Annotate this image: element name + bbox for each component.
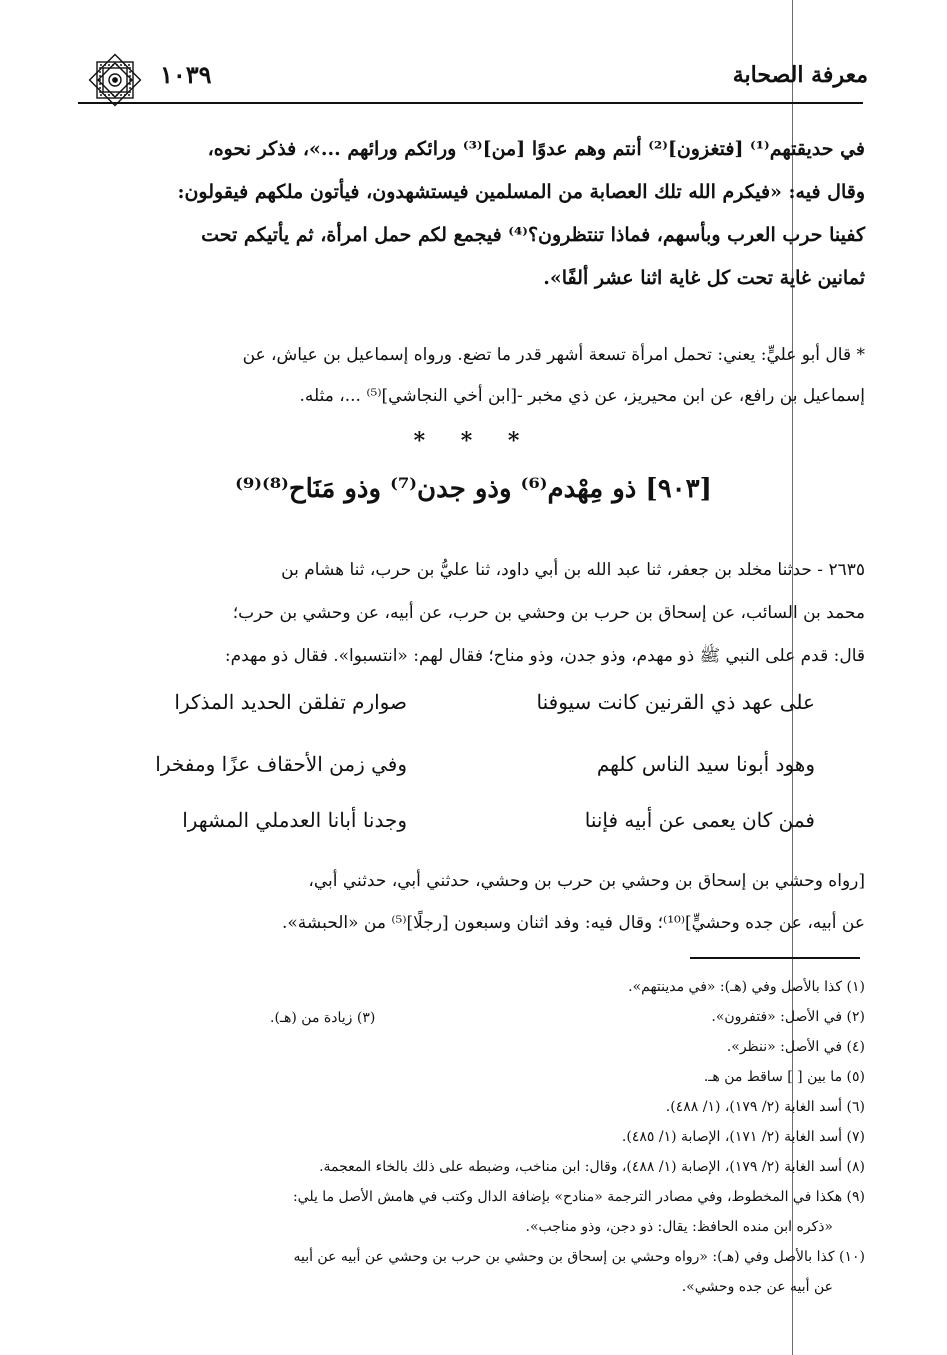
footnote-number: (٩) [846,1189,865,1205]
footnote-text: ما بين [ ] ساقط من هـ. [703,1069,843,1085]
paragraph-hadith-continuation [95,128,865,300]
footnote-rule [690,957,860,959]
text-line: ثمانين غاية تحت كل غاية اثنا عشر ألفًا». [543,267,865,289]
header-rule [78,102,863,104]
text-line: إسماعيل بن رافع، عن ابن محيريز، عن ذي مخبر -[ابن أخي النجاشي]⁽⁵⁾ ...، مثله. [299,386,865,406]
footnote-continuation [100,1272,865,1302]
footnote-number: (٤) [846,1039,865,1055]
footnote-number: (١) [846,979,865,995]
footnote [100,1122,865,1152]
footnote-text: في الأصل: «ننظر». [726,1039,843,1055]
text-line: ٢٦٣٥ - حدثنا مخلد بن جعفر، ثنا عبد الله بن أبي داود، ثنا عليُّ بن حرب، ثنا هشام بن [281,560,865,580]
footnote [100,1002,865,1032]
text-line: [رواه وحشي بن إسحاق بن وحشي بن حرب بن وحشي، حدثني أبي، حدثني أبي، [308,871,865,891]
footnote [100,1092,865,1122]
footnote-continuation [100,1212,865,1242]
footnote [100,1152,865,1182]
verse-hemistich-right: فمن كان يعمى عن أبيه فإننا [584,808,815,832]
verse-hemistich-left: وجدنا أبانا العدملي المشهرا [182,808,407,832]
footnote-number: (٨) [846,1159,865,1175]
footnote-text: هكذا في المخطوط، وفي مصادر الترجمة «منادح» بإضافة الدال وكتب في هامش الأصل ما يلي: [292,1189,843,1205]
verse-hemistich-left: صوارم تفلقن الحديد المذكرا [174,690,407,714]
footnote-text: أسد الغابة (٢/ ١٧٩)، (١/ ٤٨٨). [665,1099,843,1115]
hadith-text [95,549,865,678]
entry-heading: [٩٠٣] ذو مِهْدم⁽⁶⁾ وذو جدن⁽⁷⁾ وذو مَنَاح⁽⁸⁾⁽⁹⁾ [235,474,712,504]
footnote-number: (٢) [846,1009,865,1025]
footnote [100,1242,865,1272]
footnote-number: (٧) [846,1129,865,1145]
footnote-3: (٣) زيادة من (هـ). [270,1010,376,1026]
footnotes [100,972,865,1302]
footnote-text: كذا بالأصل وفي (هـ): «رواه وحشي بن إسحاق بن وحشي بن حرب بن وحشي عن أبيه عن أبيه [293,1249,835,1265]
footnote-text: أسد الغابة (٢/ ١٧١)، الإصابة (١/ ٤٨٥). [621,1129,843,1145]
footnote-text: عن أبيه عن جده وحشي». [681,1279,833,1295]
footnote-number: (٥) [846,1069,865,1085]
footnote-text: أسد الغابة (٢/ ١٧٩)، الإصابة (١/ ٤٨٨)، وقال: ابن مناخب، وضبطه على ذلك بالخاء المعجمة. [319,1159,843,1175]
text-line: في حديقتهم⁽¹⁾ [فتغزون]⁽²⁾ أنتم وهم عدوًا [من]⁽³⁾ ورائكم ورائهم ...»، فذكر نحوه، [207,138,865,160]
footnote [100,1182,865,1212]
text-line: كفينا حرب العرب وبأسهم، فماذا تنتظرون؟⁽⁴⁾ فيجمع لكم حمل امرأة، ثم يأتيكم تحت [201,224,865,246]
footnote-text: في الأصل: «فتفرون». [711,1009,843,1025]
page-header [78,50,868,100]
paragraph-commentary [95,335,865,417]
verse-hemistich-right: وهود أبونا سيد الناس كلهم [596,752,815,776]
text-line: * قال أبو عليٍّ: يعني: تحمل امرأة تسعة أشهر قدر ما تضع. ورواه إسماعيل بن عياش، عن [242,345,865,365]
text-line: قال: قدم على النبي ﷺ ذو مهدم، وذو جدن، وذو مناح؛ فقال لهم: «انتسبوا». فقال ذو مهدم: [224,646,865,666]
verse-hemistich-right: على عهد ذي القرنين كانت سيوفنا [536,690,815,714]
text-line: عن أبيه، عن جده وحشيٍّ]⁽¹⁰⁾؛ وقال فيه: وفد اثنان وسبعون [رجلًا]⁽⁵⁾ من «الحبشة». [282,913,865,933]
footnote [100,1062,865,1092]
text-line: وقال فيه: «فيكرم الله تلك العصابة من المسلمين فيستشهدون، فيأتون ملكهم فيقولون: [177,181,865,203]
section-separator: * * * [413,428,534,454]
paragraph-riwaya [95,860,865,944]
footnote [100,972,865,1002]
footnote-number: (١٠) [839,1249,865,1265]
verse-hemistich-left: وفي زمن الأحقاف عزًا ومفخرا [155,752,407,776]
footnote-number: (٦) [846,1099,865,1115]
footnote-text: كذا بالأصل وفي (هـ): «في مدينتهم». [628,979,843,995]
text-line: محمد بن السائب، عن إسحاق بن حرب بن وحشي بن حرب، عن أبيه، عن وحشي بن حرب؛ [232,603,865,623]
footnote [100,1032,865,1062]
ornament-icon [84,50,146,110]
running-title: معرفة الصحابة [732,62,868,88]
page-number: ١٠٣٩ [160,60,212,89]
footnote-text: «ذكره ابن منده الحافظ: يقال: ذو دجن، وذو مناجب». [525,1219,833,1235]
